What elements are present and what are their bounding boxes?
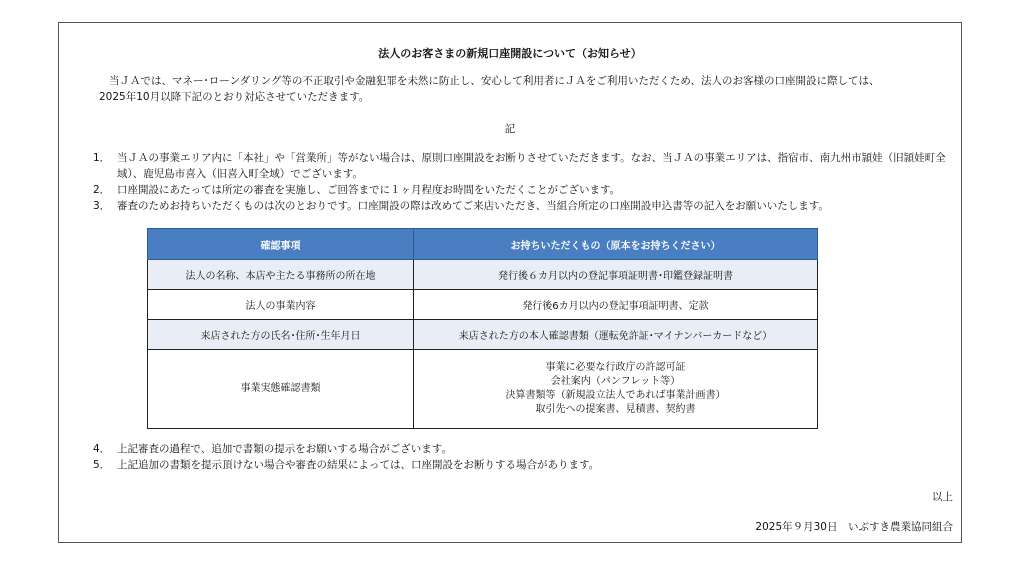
item-number: 3． xyxy=(93,200,111,212)
item-number: 5． xyxy=(93,459,111,471)
check-item-cell: 事業実態確認書類 xyxy=(148,350,414,429)
check-item-cell: 法人の名称、本店や主たる事務所の所在地 xyxy=(148,260,414,290)
list-item xyxy=(93,457,953,473)
item-text: 審査のためお持ちいただくものは次のとおりです。口座開設の際は改めてご来店いただき、当組合所定の口座開設申込書等の記入をお願いいたします。 xyxy=(117,200,829,212)
documents-cell: 発行後６カ月以内の登記事項証明書･印鑑登録証明書 xyxy=(414,260,818,290)
list-item xyxy=(93,198,953,214)
required-documents-table xyxy=(147,228,818,429)
intro-line-1: 当ＪＡでは、マネー･ローンダリング等の不正取引や金融犯罪を未然に防止し、安心して利用者にＪＡをご利用いただくため、法人のお客様の口座開設に際しては、 xyxy=(109,75,880,87)
closing-text: 以上 xyxy=(932,491,953,503)
table-row xyxy=(148,260,818,290)
header-check-item: 確認事項 xyxy=(148,229,414,260)
numbered-list-continued xyxy=(93,441,953,473)
table-header-row xyxy=(148,229,818,260)
documents-cell: 発行後6カ月以内の登記事項証明書、定款 xyxy=(414,290,818,320)
numbered-list xyxy=(93,150,953,214)
table-row xyxy=(148,290,818,320)
check-item-cell: 来店された方の氏名･住所･生年月日 xyxy=(148,320,414,350)
item-number: 4． xyxy=(93,443,111,455)
document-line: 会社案内（パンフレット等） xyxy=(550,376,681,387)
intro-paragraph xyxy=(99,73,939,105)
document-line: 取引先への提案書、見積書、契約書 xyxy=(535,404,696,415)
item-text: 口座開設にあたっては所定の審査を実施し、ご回答までに１ヶ月程度お時間をいただくことがございます。 xyxy=(117,184,621,196)
item-text: 当ＪＡの事業エリア内に「本社」や「営業所」等がない場合は、原則口座開設をお断りさせていただきます。なお、当ＪＡの事業エリアは、指宿市、南九州市頴娃（旧頴娃町全域）、鹿児島市喜入（旧喜入町全域）でございます。 xyxy=(117,152,946,180)
signature-line: 2025年９月30日 いぶすき農業協同組合 xyxy=(755,521,953,533)
header-documents: お持ちいただくもの（原本をお持ちください） xyxy=(414,229,818,260)
list-item xyxy=(93,150,953,182)
table-row xyxy=(148,350,818,429)
list-item xyxy=(93,182,953,198)
list-item xyxy=(93,441,953,457)
item-number: 2． xyxy=(93,184,111,196)
intro-line-2: 2025年10月以降下記のとおり対応させていただきます。 xyxy=(99,91,370,103)
check-item-cell: 法人の事業内容 xyxy=(148,290,414,320)
notice-frame xyxy=(58,22,962,543)
documents-cell: 来店された方の本人確認書類（運転免許証･マイナンバーカードなど） xyxy=(414,320,818,350)
item-text: 上記追加の書類を提示頂けない場合や審査の結果によっては、口座開設をお断りする場合があります。 xyxy=(117,459,600,471)
document-line: 事業に必要な行政庁の許認可証 xyxy=(545,362,686,373)
table-row xyxy=(148,320,818,350)
ki-heading: 記 xyxy=(504,123,516,135)
item-text: 上記審査の過程で、追加で書類の提示をお願いする場合がございます。 xyxy=(117,443,452,455)
documents-cell xyxy=(414,350,818,429)
item-number: 1． xyxy=(93,152,111,164)
document-line: 決算書類等（新規設立法人であれば事業計画書） xyxy=(505,390,726,401)
notice-title: 法人のお客さまの新規口座開設について（お知らせ） xyxy=(378,47,642,60)
